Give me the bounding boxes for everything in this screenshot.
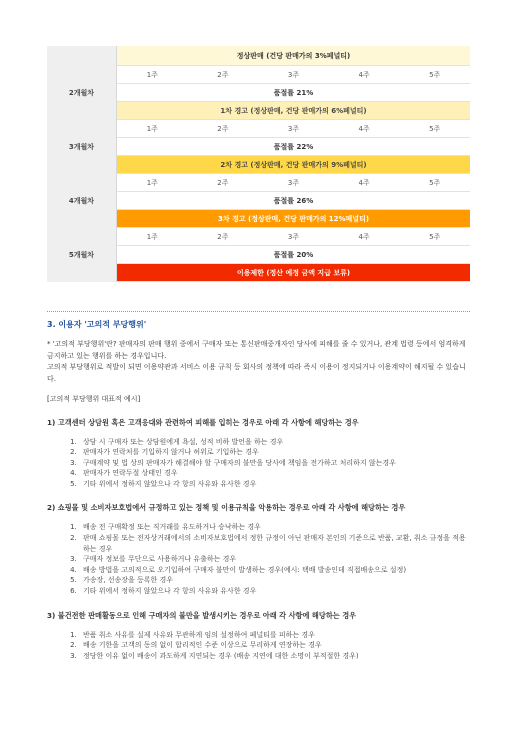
row-label: 5개월차	[47, 228, 117, 282]
week-label: 4주	[358, 232, 370, 241]
list-item: 2. 판매자가 연락처를 기입하지 않거나 허위로 기입하는 경우	[79, 447, 470, 458]
table-top-row	[47, 46, 470, 66]
week-header	[117, 120, 470, 138]
week-label: 1주	[146, 70, 158, 79]
top-penalty-label: 정상판매 (건당 판매가의 3%페널티)	[117, 46, 470, 66]
group-list	[47, 437, 470, 490]
penalty-cell: 2차 경고 (정상판매, 건당 판매가의 9%페널티)	[117, 156, 470, 174]
list-item: 4. 판매자가 연락두절 상태인 경우	[79, 468, 470, 479]
week-label: 5주	[429, 178, 441, 187]
soldout-rate: 품절률 26%	[117, 192, 470, 210]
list-item: 4. 배송 방법을 고의적으로 오기입하여 구매자 불만이 발생하는 경우(예시: 택배 발송인데 직접배송으로 설정)	[79, 565, 470, 576]
example-group	[47, 611, 470, 662]
definition-paragraph: * '고의적 부당행위'란? 판매자의 판매 행위 중에서 구매자 또는 통신판매중개자인 당사에 피해를 줄 수 있거나, 관계 법령 등에서 엄격하게 금지하고 있는 행위를 하는 경우입니다.	[47, 340, 466, 360]
example-group	[47, 418, 470, 490]
row-label: 2개월차	[47, 66, 117, 120]
week-label: 1주	[146, 232, 158, 241]
group-list	[47, 630, 470, 662]
list-item: 5. 가송장, 선송장을 등록한 경우	[79, 575, 470, 586]
week-label: 4주	[358, 124, 370, 133]
week-label: 2주	[217, 124, 229, 133]
week-label: 4주	[358, 178, 370, 187]
examples-title: [고의적 부당행위 대표적 예시]	[47, 395, 141, 403]
group-title: 1) 고객센터 상담원 혹은 고객응대와 관련하여 피해를 입히는 경우로 아래 각 사항에 해당하는 경우	[47, 417, 359, 427]
list-item: 5. 기타 위에서 정하지 않았으나 각 항의 사유와 유사한 경우	[79, 479, 470, 490]
section-3	[47, 319, 470, 661]
row-label: 3개월차	[47, 120, 117, 174]
group-title: 3) 불건전한 판매활동으로 인해 구매자의 불만을 발생시키는 경우로 아래 각 사항에 해당하는 경우	[47, 610, 357, 620]
week-label: 5주	[429, 124, 441, 133]
soldout-rate: 품절률 22%	[117, 138, 470, 156]
table-row	[47, 120, 470, 174]
table-row	[47, 66, 470, 120]
week-label: 3주	[287, 178, 300, 187]
list-item: 1. 상담 시 구매자 또는 상담원에게 욕설, 성적 비하 발언을 하는 경우	[79, 437, 470, 448]
week-label: 2주	[217, 232, 229, 241]
consequence-paragraph: 고의적 부당행위로 적발이 되면 이용약관과 서비스 이용 규칙 등 회사의 정책에 따라 즉시 이용이 정지되거나 이용계약이 해지될 수 있습니다.	[47, 363, 466, 383]
list-item: 2. 판매 쇼핑몰 또는 전자상거래에서의 소비자보호법에서 정한 규정이 아닌 판매자 본인의 기준으로 반품, 교환, 취소 규정을 적용하는 경우	[79, 533, 470, 554]
penalty-cell: 이용제한 (정산 예정 금액 지급 보류)	[117, 264, 470, 282]
section-divider	[47, 311, 470, 312]
list-item: 1. 배송 전 구매확정 또는 직거래를 유도하거나 승낙하는 경우	[79, 522, 470, 533]
week-label: 5주	[429, 232, 441, 241]
week-header	[117, 228, 470, 246]
penalty-cell: 3차 경고 (정상판매, 건당 판매가의 12%페널티)	[117, 210, 470, 228]
list-item: 3. 구매계약 및 법 상의 판매자가 해결해야 할 구매자의 불만을 당사에 책임을 전가하고 처리하지 않는경우	[79, 458, 470, 469]
table-row	[47, 228, 470, 282]
week-label: 1주	[146, 124, 158, 133]
list-item: 1. 반품 취소 사유를 실제 사유와 무관하게 임의 설정하여 페널티를 피하는 경우	[79, 630, 470, 641]
section-heading: 3. 이용자 '고의적 부당행위'	[47, 320, 147, 329]
list-item: 3. 구매자 정보를 무단으로 사용하거나 유출하는 경우	[79, 554, 470, 565]
week-header	[117, 66, 470, 84]
soldout-rate: 품절률 20%	[117, 246, 470, 264]
list-item: 2. 배송 기한을 고객의 동의 없이 합리적인 수준 이상으로 무리하게 연장하는 경우	[79, 640, 470, 651]
week-label: 2주	[217, 178, 229, 187]
list-item: 6. 기타 위에서 정하지 않았으나 각 항의 사유와 유사한 경우	[79, 586, 470, 597]
group-list	[47, 522, 470, 596]
week-label: 3주	[287, 70, 300, 79]
example-group	[47, 503, 470, 596]
soldout-rate: 품절률 21%	[117, 84, 470, 102]
week-label: 3주	[287, 124, 300, 133]
week-header	[117, 174, 470, 192]
week-label: 5주	[429, 70, 441, 79]
row-label-empty	[47, 46, 117, 66]
list-item: 3. 정당한 이유 없이 배송이 과도하게 지연되는 경우 (배송 지연에 대한 소명이 부적절한 경우)	[79, 651, 470, 662]
penalty-cell: 1차 경고 (정상판매, 건당 판매가의 6%페널티)	[117, 102, 470, 120]
week-label: 3주	[287, 232, 300, 241]
week-label: 4주	[358, 70, 370, 79]
week-label: 2주	[217, 70, 229, 79]
group-title: 2) 쇼핑몰 및 소비자보호법에서 규정하고 있는 정책 및 이용규칙을 악용하는 경우로 아래 각 사항에 해당하는 경우	[47, 503, 406, 513]
table-row	[47, 174, 470, 228]
row-label: 4개월차	[47, 174, 117, 228]
week-label: 1주	[146, 178, 158, 187]
penalty-table	[47, 46, 470, 282]
